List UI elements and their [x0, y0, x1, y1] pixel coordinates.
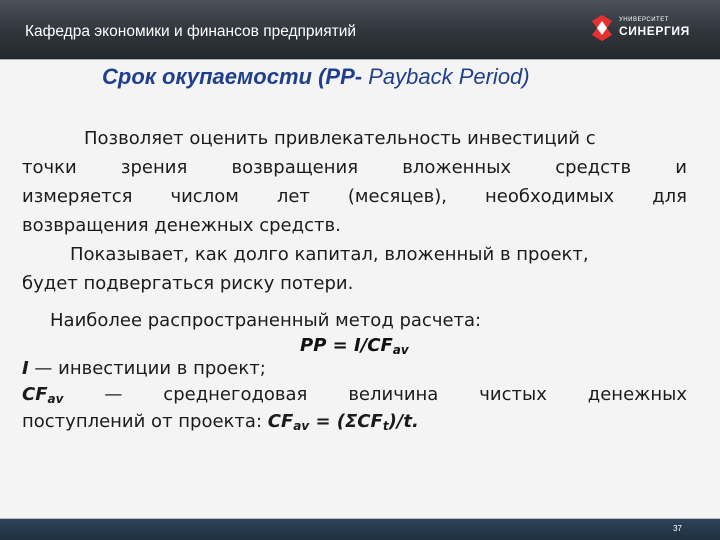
footer-bar: [0, 519, 720, 540]
slide-title-bold: Срок окупаемости (PP-: [102, 64, 363, 89]
page-number: 37: [673, 524, 682, 533]
investment-definition: [22, 358, 266, 379]
paragraph-definition: [22, 124, 687, 240]
p1-line-1: Позволяет оценить привлекательность инвестиций с: [84, 128, 596, 149]
cashflow-subscript: av: [47, 392, 64, 406]
p1-line-4: возвращения денежных средств.: [22, 215, 341, 236]
header-bar: [0, 0, 720, 60]
p2-line-2: будет подвергаться риску потери.: [22, 273, 354, 294]
logo-wordmark: СИНЕРГИЯ: [619, 24, 690, 38]
cf-formula-b: = (ΣCF: [309, 411, 383, 432]
slide-title-rest: Payback Period): [362, 64, 530, 89]
university-logo: [590, 13, 710, 47]
cf-formula-sub2: t: [382, 419, 389, 433]
formula-subscript: av: [392, 343, 409, 357]
cf-formula-a: CF: [267, 411, 294, 432]
paragraph-risk: [22, 240, 687, 298]
cf-formula-sub: av: [293, 419, 310, 433]
p2-line-1: Показывает, как долго капитал, вложенный в проект,: [70, 244, 589, 265]
formula-main: PP = I/CF: [300, 335, 393, 356]
slide-title: [102, 64, 530, 90]
cf-formula-c: )/t.: [388, 411, 419, 432]
synergy-logo-icon: [590, 15, 614, 41]
department-title: Кафедра экономики и финансов предприятий: [25, 23, 357, 40]
p1-line-3: измеряется числом лет (месяцев), необходимых для: [22, 186, 687, 207]
p3-line: Наиболее распространенный метод расчета:: [50, 310, 482, 331]
cashflow-definition-cont: [22, 411, 419, 433]
logo-caption: УНИВЕРСИТЕТ: [619, 17, 669, 23]
paragraph-method: [22, 306, 687, 335]
cashflow-text: — среднегодовая величина чистых денежных: [63, 384, 687, 405]
cashflow-text-2: поступлений от проекта:: [22, 411, 268, 432]
cashflow-definition: [22, 384, 687, 406]
cashflow-symbol: CF: [22, 384, 48, 405]
investment-symbol: I: [22, 358, 29, 379]
payback-formula: [300, 335, 409, 357]
investment-text: — инвестиции в проект;: [28, 358, 266, 379]
p1-line-2: точки зрения возвращения вложенных средств и: [22, 157, 687, 178]
